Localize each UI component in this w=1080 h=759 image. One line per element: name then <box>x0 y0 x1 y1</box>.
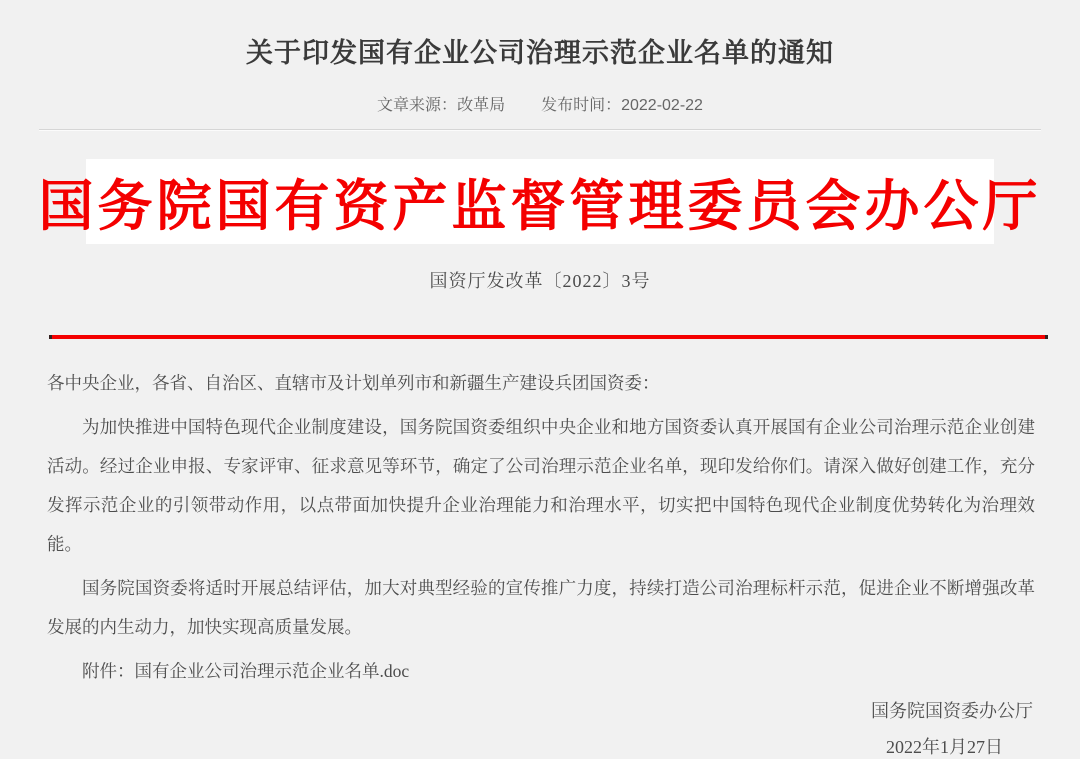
letterhead-text: 国务院国有资产监督管理委员会办公厅 <box>38 176 1042 237</box>
publish-time-value: 2022-02-22 <box>621 97 703 114</box>
article-meta <box>0 92 1080 115</box>
article-source-label: 文章来源： <box>377 97 458 114</box>
paragraph: 国务院国资委将适时开展总结评估，加大对典型经验的宣传推广力度，持续打造公司治理标杆示范，促进企业不断增强改革发展的内生动力，加快实现高质量发展。 <box>47 578 1035 637</box>
paragraph: 为加快推进中国特色现代企业制度建设，国务院国资委组织中央企业和地方国资委认真开展国有企业公司治理示范企业创建活动。经过企业申报、专家评审、征求意见等环节，确定了公司治理示范企业名单，现印发给你们。请深入做好创建工作，充分发挥示范企业的引领带动作用，以点带面加快提升企业治理能力和治理水平，切实把中国特色现代企业制度优势转化为治理效能。 <box>47 417 1035 554</box>
salutation: 各中央企业，各省、自治区、直辖市及计划单列市和新疆生产建设兵团国资委： <box>47 373 660 393</box>
publish-time <box>541 92 703 115</box>
publish-time-label: 发布时间： <box>541 97 622 114</box>
attachment-label: 附件： <box>82 661 135 681</box>
signature: 国务院国资委办公厅 <box>871 701 1033 721</box>
letter-body <box>47 364 1035 691</box>
document-number: 国资厅发改革〔2022〕3号 <box>429 271 651 291</box>
attachment-line <box>47 652 1035 691</box>
article-source <box>377 92 505 115</box>
attachment-file-link[interactable]: 国有企业公司治理示范企业名单.doc <box>134 661 410 681</box>
page-title: 关于印发国有企业公司治理示范企业名单的通知 <box>246 38 834 68</box>
article-source-value: 改革局 <box>457 97 506 114</box>
sign-date: 2022年1月27日 <box>886 737 1003 757</box>
letterhead-banner <box>38 159 1042 244</box>
red-rule <box>49 335 1048 339</box>
header-divider <box>39 129 1041 131</box>
